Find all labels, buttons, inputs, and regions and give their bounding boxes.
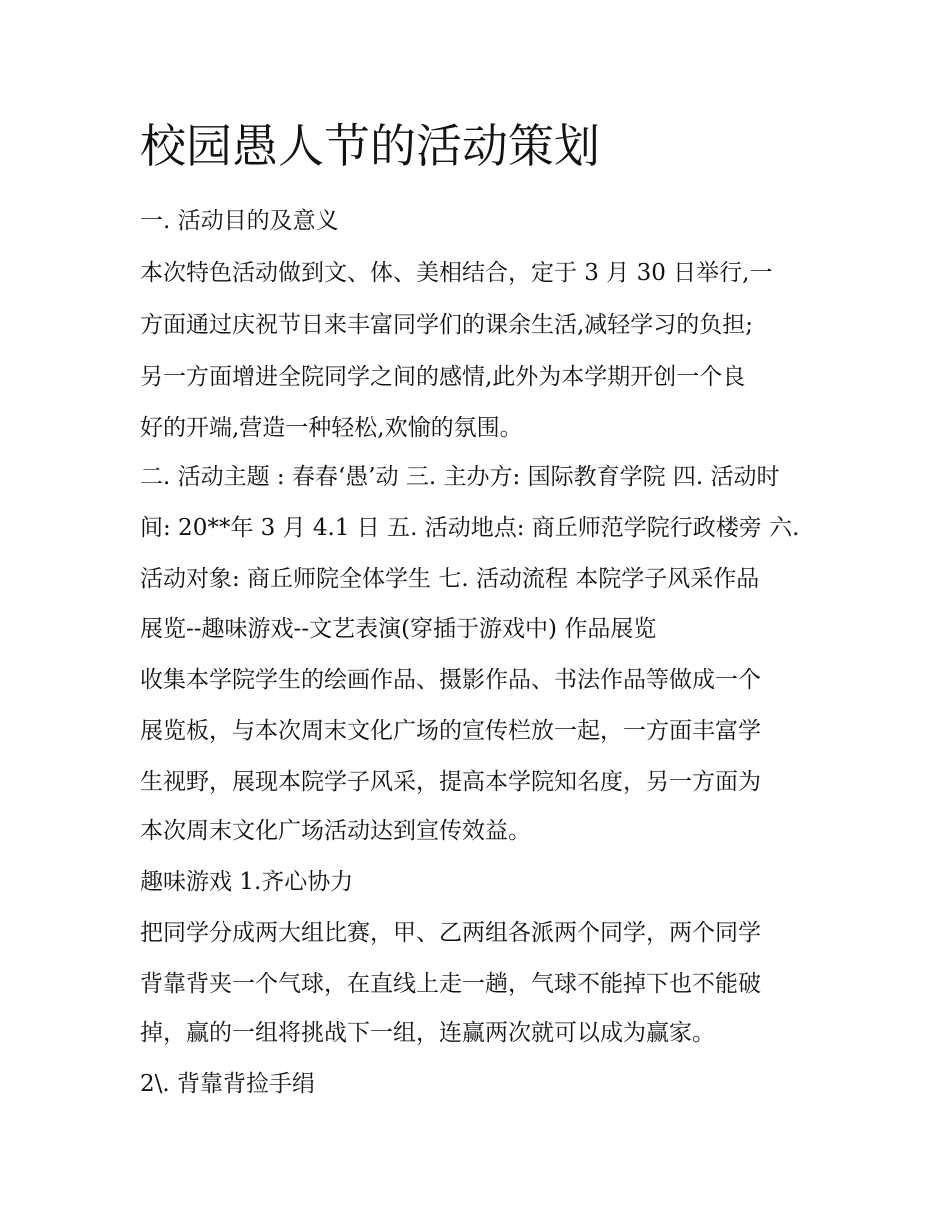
paragraph-line: 本次特色活动做到文、体、美相结合，定于 3 月 30 日举行,一 bbox=[140, 260, 773, 286]
paragraph-line: 另一方面增进全院同学之间的感情,此外为本学期开创一个良 bbox=[140, 364, 746, 390]
paragraph-line: 活动对象: 商丘师院全体学生 七. 活动流程 本院学子风采作品 bbox=[140, 566, 760, 592]
paragraph-line: 把同学分成两大组比赛，甲、乙两组各派两个同学，两个同学 bbox=[140, 920, 761, 946]
section-heading-game-2: 2\. 背靠背捡手绢 bbox=[140, 1071, 316, 1097]
paragraph-line: 展览--趣味游戏--文艺表演(穿插于游戏中) 作品展览 bbox=[140, 616, 657, 642]
paragraph-line: 展览板，与本次周末文化广场的宣传栏放一起，一方面丰富学 bbox=[140, 718, 761, 744]
section-heading-purpose: 一. 活动目的及意义 bbox=[140, 208, 339, 234]
section-heading-games: 趣味游戏 1.齐心协力 bbox=[140, 869, 354, 895]
paragraph-line: 好的开端,营造一种轻松,欢愉的氛围。 bbox=[140, 415, 523, 441]
paragraph-line: 收集本学院学生的绘画作品、摄影作品、书法作品等做成一个 bbox=[140, 667, 761, 693]
document-title: 校园愚人节的活动策划 bbox=[140, 119, 600, 173]
paragraph-line: 掉，赢的一组将挑战下一组，连赢两次就可以成为赢家。 bbox=[140, 1020, 715, 1046]
paragraph-line: 二. 活动主题 : 春春‘愚’动 三. 主办方: 国际教育学院 四. 活动时 bbox=[140, 464, 780, 490]
paragraph-line: 生视野，展现本院学子风采，提高本学院知名度，另一方面为 bbox=[140, 769, 761, 795]
paragraph-line: 间: 20**年 3 月 4.1 日 五. 活动地点: 商丘师范学院行政楼旁 六. bbox=[140, 515, 800, 541]
paragraph-line: 方面通过庆祝节日来丰富同学们的课余生活,减轻学习的负担; bbox=[140, 312, 754, 338]
paragraph-line: 背靠背夹一个气球，在直线上走一趟，气球不能掉下也不能破 bbox=[140, 971, 761, 997]
paragraph-line: 本次周末文化广场活动达到宣传效益。 bbox=[140, 818, 531, 844]
